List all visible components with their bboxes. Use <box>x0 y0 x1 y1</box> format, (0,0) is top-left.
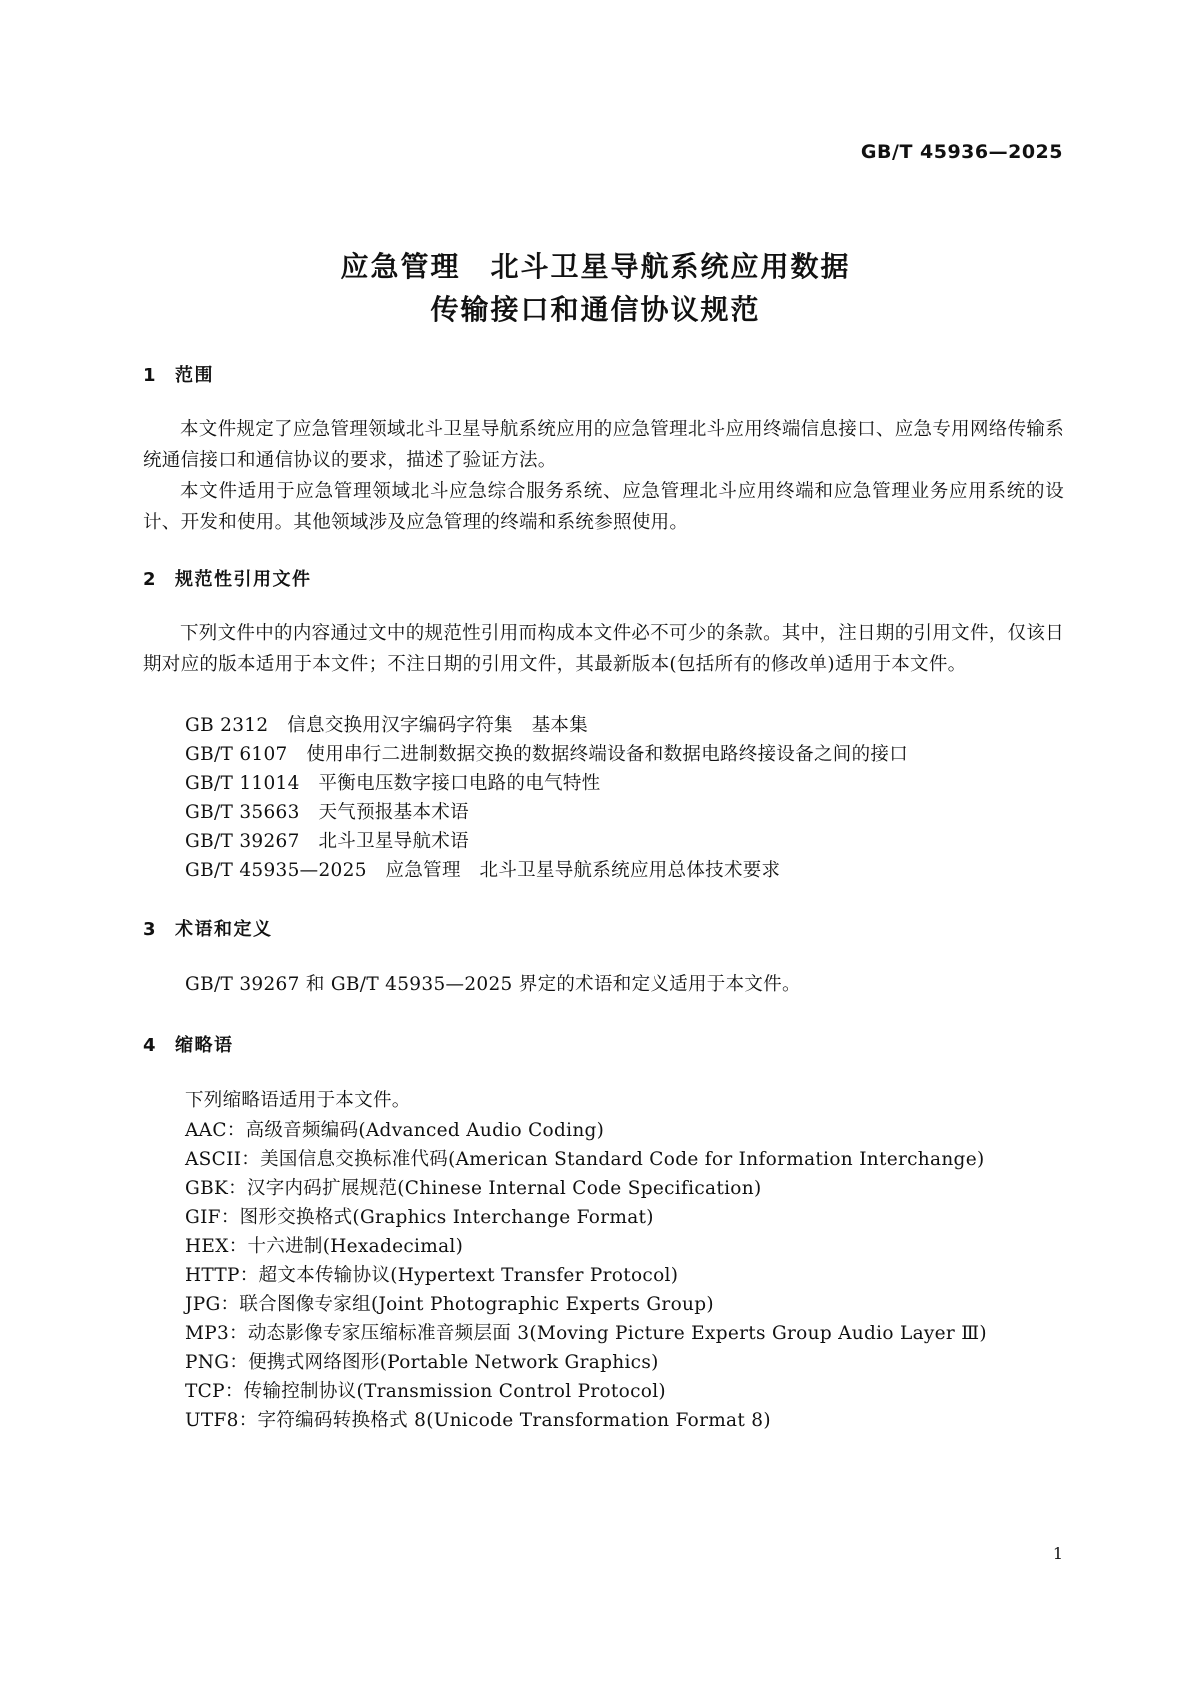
reference-item: GB 2312 信息交换用汉字编码字符集 基本集 <box>185 715 589 736</box>
abbreviation-item: HEX：十六进制(Hexadecimal) <box>185 1236 464 1257</box>
section-3-text: GB/T 39267 和 GB/T 45935—2025 界定的术语和定义适用于本文件。 <box>185 974 801 995</box>
page-number: 1 <box>1052 1544 1063 1563</box>
section-title: 规范性引用文件 <box>175 569 312 590</box>
reference-item: GB/T 45935—2025 应急管理 北斗卫星导航系统应用总体技术要求 <box>185 860 781 881</box>
abbreviation-item: HTTP：超文本传输协议(Hypertext Transfer Protocol) <box>185 1265 679 1286</box>
abbreviation-item: MP3：动态影像专家压缩标准音频层面 3(Moving Picture Experts Group Audio Layer Ⅲ) <box>185 1323 987 1344</box>
abbreviation-item: ASCII：美国信息交换标准代码(American Standard Code for Information Interchange) <box>185 1149 985 1170</box>
reference-item: GB/T 11014 平衡电压数字接口电路的电气特性 <box>185 773 601 794</box>
section-number: 3 <box>143 919 158 940</box>
section-title: 范围 <box>175 365 214 386</box>
section-1-heading <box>143 361 214 387</box>
section-3-heading <box>143 915 273 941</box>
abbreviation-item: GBK：汉字内码扩展规范(Chinese Internal Code Specification) <box>185 1178 762 1199</box>
reference-item: GB/T 6107 使用串行二进制数据交换的数据终端设备和数据电路终接设备之间的接口 <box>185 744 909 765</box>
section-4-intro: 下列缩略语适用于本文件。 <box>185 1090 411 1111</box>
abbreviation-item: PNG：便携式网络图形(Portable Network Graphics) <box>185 1352 659 1373</box>
section-title: 术语和定义 <box>175 919 273 940</box>
abbreviation-item: AAC：高级音频编码(Advanced Audio Coding) <box>185 1120 605 1141</box>
abbreviation-item: UTF8：字符编码转换格式 8(Unicode Transformation Format 8) <box>185 1410 771 1431</box>
abbreviation-item: TCP：传输控制协议(Transmission Control Protocol) <box>185 1381 666 1402</box>
section-2-intro: 下列文件中的内容通过文中的规范性引用而构成本文件必不可少的条款。其中，注日期的引用文件，仅该日期对应的版本适用于本文件；不注日期的引用文件，其最新版本(包括所有的修改单)适用于本文件。 <box>143 623 1064 675</box>
reference-item: GB/T 35663 天气预报基本术语 <box>185 802 469 823</box>
document-title-line-1: 应急管理 北斗卫星导航系统应用数据 <box>340 250 851 283</box>
standard-number: GB/T 45936—2025 <box>860 141 1063 163</box>
section-title: 缩略语 <box>175 1035 234 1056</box>
section-number: 2 <box>143 569 158 590</box>
section-1-paragraph-2: 本文件适用于应急管理领域北斗应急综合服务系统、应急管理北斗应用终端和应急管理业务应用系统的设计、开发和使用。其他领域涉及应急管理的终端和系统参照使用。 <box>143 481 1064 533</box>
section-4-heading <box>143 1031 234 1057</box>
section-number: 4 <box>143 1035 158 1056</box>
section-2-heading <box>143 565 312 591</box>
abbreviation-item: JPG：联合图像专家组(Joint Photographic Experts Group) <box>185 1294 714 1315</box>
reference-item: GB/T 39267 北斗卫星导航术语 <box>185 831 469 852</box>
section-1-paragraph-1: 本文件规定了应急管理领域北斗卫星导航系统应用的应急管理北斗应用终端信息接口、应急专用网络传输系统通信接口和通信协议的要求，描述了验证方法。 <box>143 419 1064 471</box>
section-number: 1 <box>143 365 158 386</box>
abbreviation-item: GIF：图形交换格式(Graphics Interchange Format) <box>185 1207 654 1228</box>
document-title-line-2: 传输接口和通信协议规范 <box>430 293 761 326</box>
